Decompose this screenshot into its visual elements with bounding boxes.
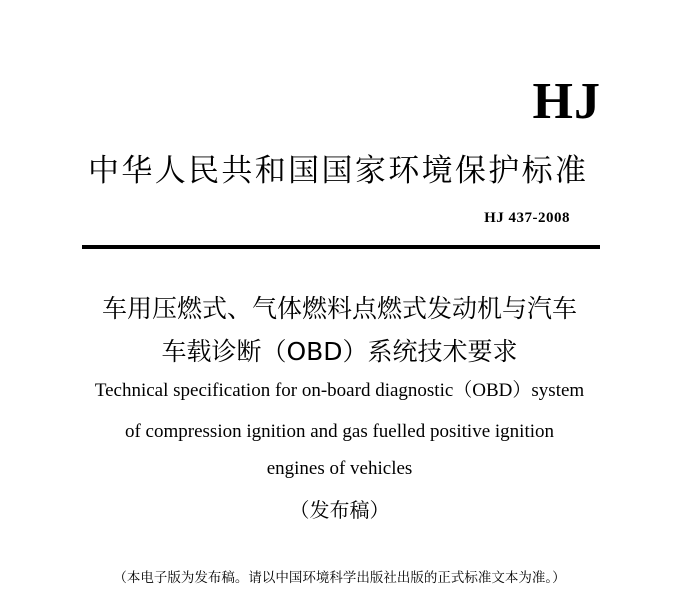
- chinese-title-line-2: 车载诊断（OBD）系统技术要求: [161, 337, 518, 366]
- footer-note: （本电子版为发布稿。请以中国环境科学出版社出版的正式标准文本为准。）: [113, 570, 566, 586]
- english-title-line-2: of compression ignition and gas fuelled positive ignition: [124, 421, 555, 442]
- standard-code: HJ 437-2008: [484, 210, 570, 226]
- draft-status: （发布稿）: [289, 498, 390, 522]
- header-divider: [82, 245, 600, 249]
- standard-logo: HJ: [532, 73, 601, 130]
- standard-category-name: 中华人民共和国国家环境保护标准: [88, 153, 586, 189]
- chinese-title-line-1: 车用压燃式、气体燃料点燃式发动机与汽车: [101, 294, 577, 323]
- english-title-line-3: engines of vehicles: [266, 458, 413, 479]
- english-title-line-1: Technical specification for on-board diagnostic（OBD）system: [94, 380, 585, 401]
